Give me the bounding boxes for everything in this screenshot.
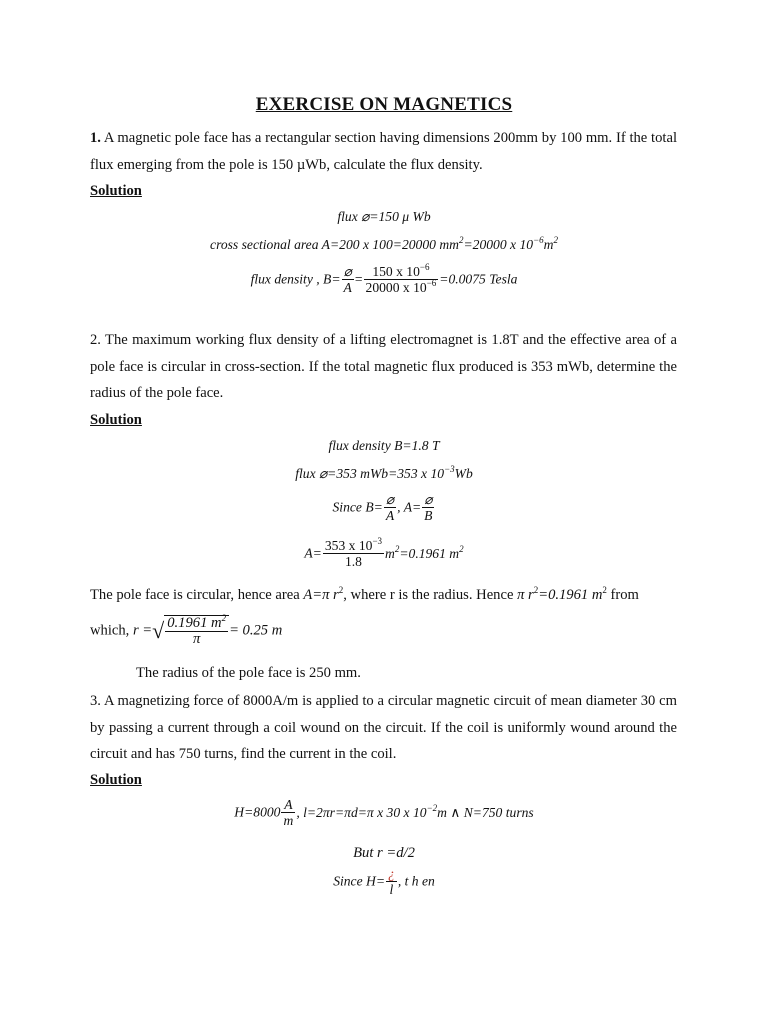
q2-radius-answer: The radius of the pole face is 250 mm. — [136, 665, 361, 681]
q2-circular-line: The pole face is circular, hence area A=π $r^2$, where r is the radius. Hence π $r^2=0.1961$ $m^2$ from — [90, 585, 639, 603]
square-root: √ $\frac{0.1961 m^2}{\pi}$ — [152, 615, 229, 647]
q3-equation-h: H=8000 $\frac{A}{m}$ , l=2πr=πd=π x 30 x $10^{-2}m$ ∧ N=750 turns — [234, 797, 534, 828]
q2-equation-area: A= $\frac{353 x 10^{-3}}{1.8}$ $m^2=0.1961$ $m^2$ — [304, 536, 464, 569]
fraction: $\frac{150 x 10^{-6}}{20000 x 10^{-6}}$ — [365, 262, 437, 295]
q3-but-line: But r =d/2 — [353, 845, 415, 861]
q3-equation-since: Since H= ¿ l , t h en — [333, 866, 435, 897]
q1-equation-flux-density: flux density , B= ⌀ A = $\frac{150 x 10^{-6}}{20000 x 10^{-6}}$ =0.0075 Tesla — [250, 262, 518, 295]
fraction: $\frac{353 x 10^{-3}}{1.8}$ — [324, 536, 383, 569]
fraction: ⌀ B — [424, 492, 433, 523]
q2-radius-equation: which, r =√ $\frac{0.1961 m^2}{\pi}$ = 0.25 m — [90, 613, 283, 647]
fraction: ⌀ A — [343, 264, 352, 295]
page-title: EXERCISE ON MAGNETICS — [255, 94, 513, 115]
solution-3-heading: Solution — [90, 772, 142, 788]
q1-equation-area: cross sectional area A=200 x 100=20000 $mm^2=20000$ x $10^{-6}m^2$ — [210, 235, 558, 252]
q1-equation-flux: flux ⌀=150 μ Wb — [337, 209, 431, 224]
fraction: ⌀ A — [385, 492, 395, 523]
question-3: 3. A magnetizing force of 8000A/m is applied to a circular magnetic circuit of mean diameter 30 cm by passing a current through a coil wound on the circuit. If the coil is uniformly wound around the circuit and has 750 turns, find the current in the coil. — [90, 693, 677, 762]
q2-equation-since: Since B= ⌀ A , A= ⌀ B — [332, 492, 433, 523]
question-2: 2. The maximum working flux density of a lifting electromagnet is 1.8T and the effective area of a pole face is circular in cross-section. If the total magnetic flux produced is 353 mWb, determine the radius of the pole face. — [90, 332, 677, 401]
q2-equation-flux: flux ⌀=353 mWb=353 x $10^{-3}Wb$ — [295, 464, 473, 481]
question-1-text: A magnetic pole face has a rectangular section having dimensions 200mm by 100 mm. If the total flux emerging from the pole is 150 µWb, calculate the flux density. — [90, 130, 677, 173]
question-1 — [90, 125, 677, 178]
fraction: $\frac{0.1961 m^2}{\pi}$ — [167, 613, 227, 647]
solution-1-heading: Solution — [90, 183, 142, 199]
fraction: $\frac{A}{m}$ — [283, 797, 294, 828]
q2-equation-flux-density: flux density B=1.8 T — [328, 438, 440, 453]
question-1-number: 1. — [90, 130, 101, 146]
fraction: ¿ l — [388, 866, 395, 897]
solution-2-heading: Solution — [90, 412, 142, 428]
